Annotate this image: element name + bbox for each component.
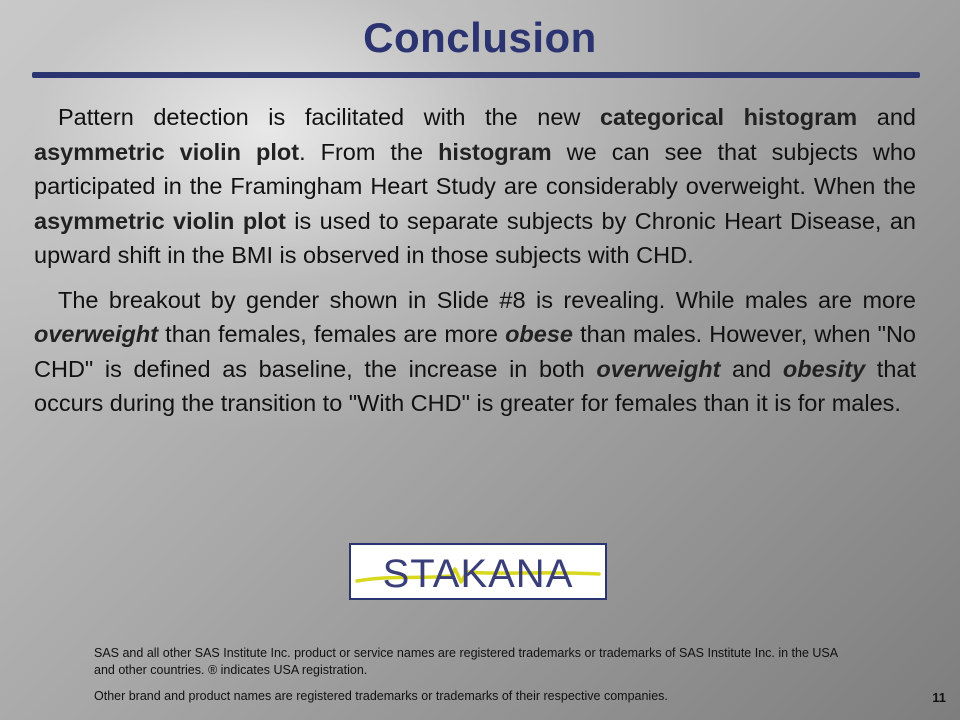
emphasis-overweight: overweight: [596, 355, 721, 382]
other-brands-notice: Other brand and product names are registered trademarks or trademarks of their respective companies.: [94, 689, 668, 703]
text-run: is used to separate subjects by Chronic Heart Disease, an upward shift in the BMI is observed in those subjects with CHD.: [34, 207, 916, 268]
page-number: 11: [932, 690, 946, 705]
text-run: and: [720, 355, 783, 382]
text-run: Pattern detection is facilitated with the new: [58, 104, 600, 130]
text-run: than males. However, when "No CHD" is defined as baseline, the increase in both: [34, 321, 917, 382]
text-run: and: [857, 104, 916, 130]
text-run: . From the: [299, 138, 439, 165]
title-underline: [32, 72, 920, 78]
slide-title: Conclusion: [363, 14, 597, 61]
paragraph-gender-breakout: [34, 283, 916, 421]
emphasis-obesity: obesity: [782, 355, 866, 382]
text-run: than females, females are more: [158, 321, 506, 347]
paragraph-pattern-detection: [34, 100, 916, 273]
text-run: we can see that subjects who participated in the Framingham Heart Study are considerably overweight. When the: [34, 138, 916, 199]
emphasis-asymmetric-violin-plot: asymmetric violin plot: [34, 207, 286, 234]
trademark-footer: [94, 645, 854, 705]
emphasis-categorical-histogram: categorical histogram: [599, 104, 858, 130]
emphasis-histogram: histogram: [438, 138, 552, 165]
stakana-logo-graphic: [351, 545, 605, 598]
emphasis-overweight: overweight: [34, 321, 159, 347]
trademark-notice: SAS and all other SAS Institute Inc. product or service names are registered trademarks or trademarks of SAS Institute Inc. in the USA and other countries. ® indicates USA registration.: [94, 646, 838, 677]
stakana-logo: [349, 543, 607, 600]
emphasis-obese: obese: [505, 321, 573, 347]
logo-wordmark: STAKANA: [382, 552, 574, 596]
text-run: that occurs during the transition to "With CHD" is greater for females than it is for males.: [34, 355, 916, 416]
emphasis-asymmetric-violin-plot: asymmetric violin plot: [34, 138, 300, 165]
text-run: The breakout by gender shown in Slide #8 is revealing. While males are more: [58, 286, 916, 313]
body-text: [34, 100, 916, 431]
